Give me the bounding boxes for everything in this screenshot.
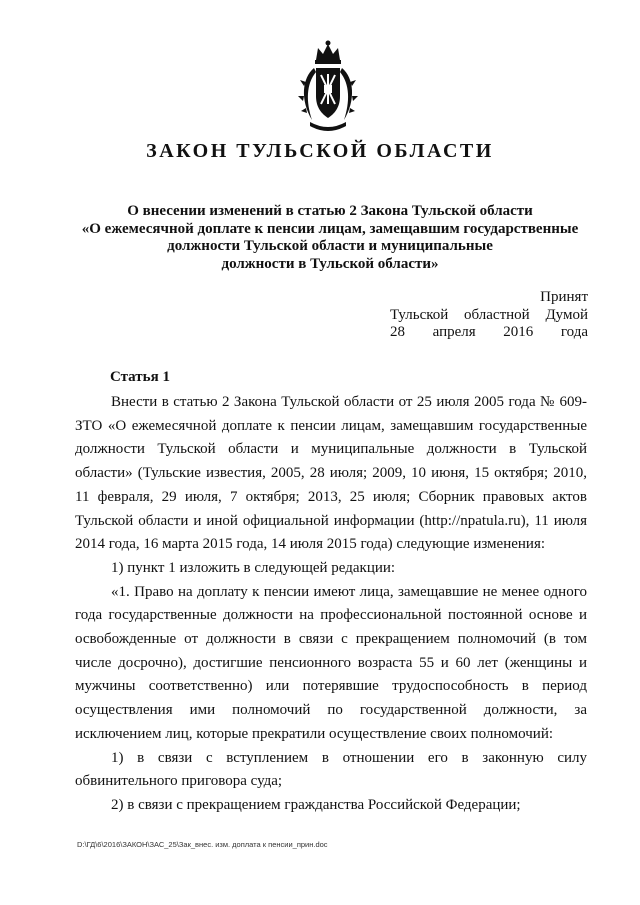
paragraph: «1. Право на доплату к пенсии имеют лица, замещавшие не менее одного года государственные должности на профессиональной постоянной основе и освобожденные от должности в связи с прекращением полномочий (в том числе досрочно), достигшие пенсионного возраста 55 и 60 лет (женщины и мужчины соответственно) или потерявшие трудоспособность в период осуществления ими полномочий по государственной должности, за исключением лиц, которые прекратили осуществление своих полномочий:	[75, 583, 587, 742]
adoption-body	[390, 307, 588, 325]
law-title: ЗАКОН ТУЛЬСКОЙ ОБЛАСТИ	[146, 140, 494, 162]
adoption-word: 2016	[503, 324, 534, 340]
subtitle-line: должности Тульской области и муниципальные	[167, 238, 493, 254]
paragraph: 1) в связи с вступлением в отношении его в законную силу обвинительного приговора суда;	[75, 749, 587, 790]
article-body	[75, 391, 587, 818]
subtitle-line: должности в Тульской области»	[221, 255, 439, 272]
paragraph: 1) пункт 1 изложить в следующей редакции:	[111, 559, 396, 576]
subtitle-line: «О ежемесячной доплате к пенсии лицам, замещавшим государственные	[81, 220, 579, 237]
tula-coat-of-arms-icon	[296, 38, 360, 134]
subtitle-line: О внесении изменений в статью 2 Закона Тульской области	[127, 203, 533, 219]
paragraph: Внести в статью 2 Закона Тульской области от 25 июля 2005 года № 609-ЗТО «О ежемесячной доплате к пенсии лицам, замещавшим государственные должности Тульской области и муниципальные должности в Тульской области» (Тульские известия, 2005, 28 июля; 2009, 10 июня, 15 октября; 2010, 11 февраля, 29 июля, 7 октября; 2013, 25 июля; Сборник правовых актов Тульской области и иной официальной информации (http://npatula.ru), 11 июля 2014 года, 16 марта 2015 года, 14 июля 2015 года) следующие изменения:	[75, 394, 587, 553]
adoption-word: областной	[464, 306, 530, 323]
file-path-footer: D:\ГД\6\2016\ЗАКОН\ЗАС_25\Зак_внес. изм. доплата к пенсии_прин.doc	[77, 840, 328, 849]
adoption-word: Думой	[545, 306, 588, 323]
adoption-word: апреля	[432, 324, 476, 340]
adoption-word: года	[560, 324, 588, 340]
adoption-word: 28	[390, 324, 405, 340]
adoption-status: Принят	[540, 289, 588, 305]
article-heading: Статья 1	[110, 369, 170, 385]
law-subtitle	[60, 203, 600, 273]
adoption-block	[390, 289, 588, 342]
adoption-date	[390, 324, 588, 342]
adoption-word: Тульской	[390, 306, 449, 323]
paragraph: 2) в связи с прекращением гражданства Российской Федерации;	[111, 796, 521, 813]
